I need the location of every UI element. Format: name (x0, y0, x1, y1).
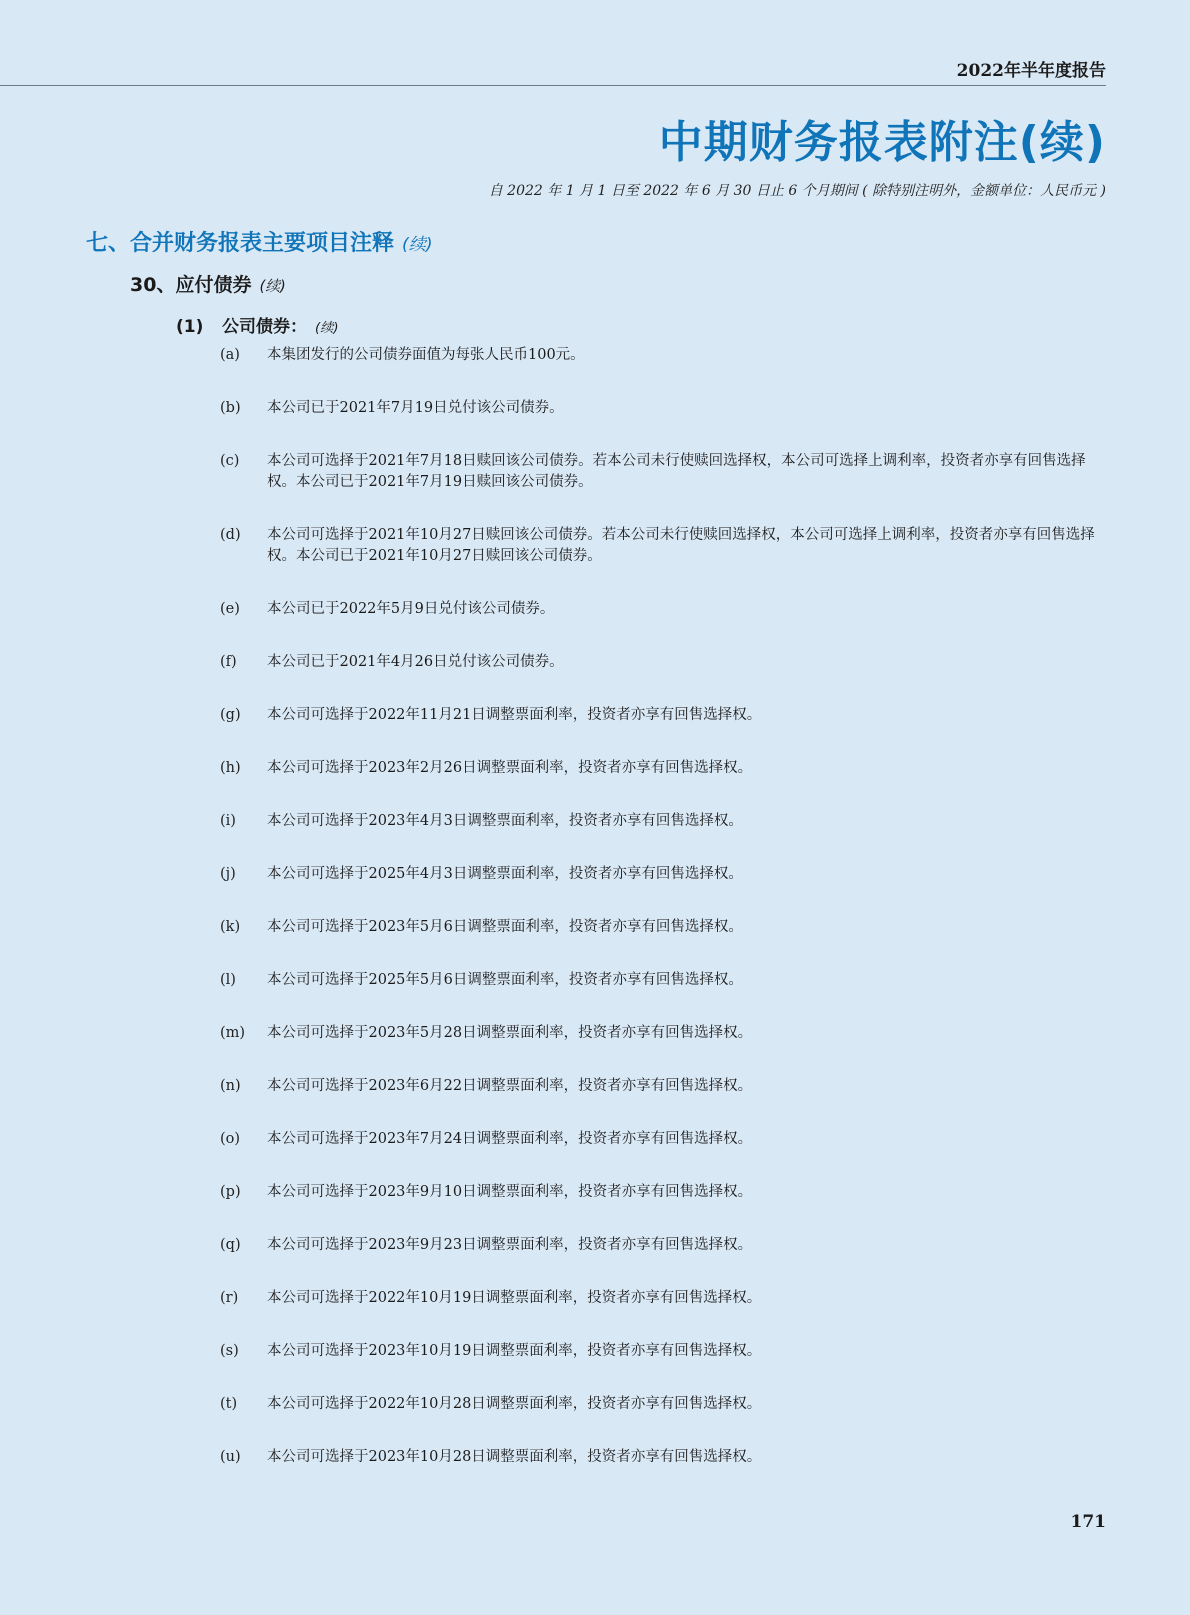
note-item (220, 917, 1106, 938)
note-text: 本公司可选择于2022年11月21日调整票面利率，投资者亦享有回售选择权。 (267, 707, 762, 723)
note-label: (p) (220, 1184, 241, 1200)
note-item (220, 652, 1106, 673)
note-label: (c) (220, 453, 240, 469)
note-item (220, 1341, 1106, 1362)
note-label: (u) (220, 1449, 241, 1465)
note-item (220, 1076, 1106, 1097)
header-divider (0, 85, 1106, 86)
note-text: 本公司可选择于2023年10月19日调整票面利率，投资者亦享有回售选择权。 (267, 1343, 762, 1359)
note-label: (o) (220, 1131, 241, 1147)
note-item (220, 1023, 1106, 1044)
note-item (220, 1394, 1106, 1415)
note-text: 本公司已于2021年7月19日兑付该公司债券。 (267, 400, 564, 416)
note-item (220, 451, 1106, 493)
note-label: (g) (220, 707, 241, 723)
note-label: (d) (220, 527, 241, 543)
note-label: (a) (220, 347, 240, 363)
note-text: 本公司可选择于2023年7月24日调整票面利率，投资者亦享有回售选择权。 (267, 1131, 753, 1147)
note-text: 本公司已于2022年5月9日兑付该公司债券。 (267, 601, 555, 617)
notes-list (220, 345, 1106, 1500)
note-item (220, 398, 1106, 419)
note-label: (i) (220, 813, 236, 829)
item-number: (1) (176, 317, 204, 337)
note-text: 本公司可选择于2023年5月6日调整票面利率，投资者亦享有回售选择权。 (267, 919, 743, 935)
note-item (220, 1447, 1106, 1468)
note-item (220, 864, 1106, 885)
note-label: (t) (220, 1396, 238, 1412)
note-text: 本公司可选择于2025年4月3日调整票面利率，投资者亦享有回售选择权。 (267, 866, 743, 882)
subsection-heading-text: 30、应付债券 (130, 274, 252, 296)
note-label: (n) (220, 1078, 241, 1094)
note-item (220, 599, 1106, 620)
item-continued-label: (续) (315, 321, 339, 336)
note-label: (l) (220, 972, 236, 988)
note-text: 本公司可选择于2025年5月6日调整票面利率，投资者亦享有回售选择权。 (267, 972, 743, 988)
note-item (220, 1182, 1106, 1203)
note-text: 本公司可选择于2023年9月23日调整票面利率，投资者亦享有回售选择权。 (267, 1237, 753, 1253)
item-heading (176, 312, 339, 337)
note-label: (j) (220, 866, 236, 882)
note-item (220, 811, 1106, 832)
section-continued-label: (续) (402, 235, 433, 255)
note-item (220, 758, 1106, 779)
subsection-continued-label: (续) (259, 278, 286, 295)
note-label: (r) (220, 1290, 239, 1306)
note-text: 本集团发行的公司债券面值为每张人民币100元。 (267, 347, 585, 363)
note-label: (f) (220, 654, 237, 670)
note-item (220, 525, 1106, 567)
page-title: 中期财务报表附注(续) (658, 117, 1106, 168)
section-heading-text: 七、合并财务报表主要项目注释 (86, 231, 395, 256)
note-label: (k) (220, 919, 241, 935)
note-text: 本公司可选择于2021年7月18日赎回该公司债券。若本公司未行使赎回选择权，本公司可选择上调利率，投资者亦享有回售选择权。本公司已于2021年7月19日赎回该公司债券。 (267, 453, 1086, 490)
note-item (220, 1288, 1106, 1309)
note-label: (e) (220, 601, 240, 617)
note-item (220, 1235, 1106, 1256)
report-name: 2022年半年度报告 (956, 61, 1106, 81)
note-label: (b) (220, 400, 241, 416)
note-label: (h) (220, 760, 241, 776)
item-heading-text: 公司债券： (222, 317, 307, 337)
note-text: 本公司可选择于2022年10月19日调整票面利率，投资者亦享有回售选择权。 (267, 1290, 762, 1306)
section-heading (86, 226, 433, 257)
note-item (220, 345, 1106, 366)
note-text: 本公司可选择于2023年5月28日调整票面利率，投资者亦享有回售选择权。 (267, 1025, 753, 1041)
note-text: 本公司可选择于2023年10月28日调整票面利率，投资者亦享有回售选择权。 (267, 1449, 762, 1465)
note-text: 本公司可选择于2023年2月26日调整票面利率，投资者亦享有回售选择权。 (267, 760, 753, 776)
note-text: 本公司可选择于2023年6月22日调整票面利率，投资者亦享有回售选择权。 (267, 1078, 753, 1094)
note-text: 本公司可选择于2023年9月10日调整票面利率，投资者亦享有回售选择权。 (267, 1184, 753, 1200)
note-label: (s) (220, 1343, 239, 1359)
note-label: (q) (220, 1237, 241, 1253)
note-item (220, 705, 1106, 726)
note-text: 本公司可选择于2022年10月28日调整票面利率，投资者亦享有回售选择权。 (267, 1396, 762, 1412)
note-text: 本公司可选择于2021年10月27日赎回该公司债券。若本公司未行使赎回选择权，本公司可选择上调利率，投资者亦享有回售选择权。本公司已于2021年10月27日赎回该公司债券。 (267, 527, 1095, 564)
note-text: 本公司已于2021年4月26日兑付该公司债券。 (267, 654, 564, 670)
note-item (220, 970, 1106, 991)
period-note: 自 2022 年 1 月 1 日至 2022 年 6 月 30 日止 6 个月期间 ( 除特别注明外，金额单位：人民币元 ) (488, 183, 1106, 199)
subsection-heading (130, 270, 286, 297)
note-text: 本公司可选择于2023年4月3日调整票面利率，投资者亦享有回售选择权。 (267, 813, 743, 829)
note-label: (m) (220, 1025, 246, 1041)
page-number: 171 (1070, 1512, 1106, 1532)
note-item (220, 1129, 1106, 1150)
